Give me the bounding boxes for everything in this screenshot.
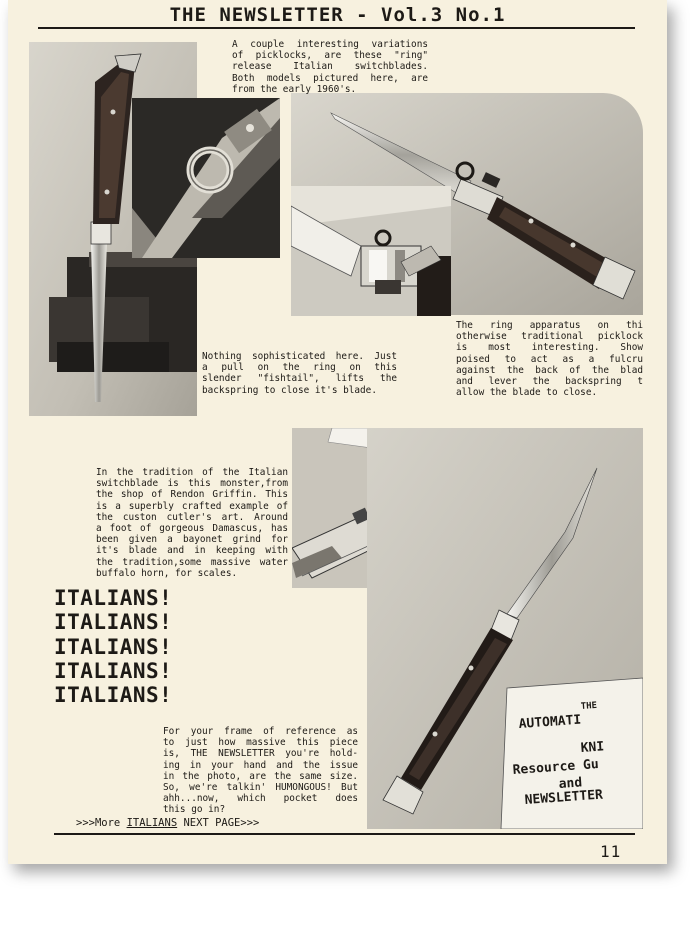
caption-monster-line: a foot of gorgeous Damascus, has — [96, 523, 288, 535]
cover-automatic: AUTOMATI — [518, 712, 582, 732]
headline-line: ITALIANS! — [54, 683, 173, 708]
caption-reference-line: ing in your hand and the issue — [163, 759, 358, 771]
photo-bolster-closeup — [291, 186, 451, 316]
caption-intro-line: Both models pictured here, are — [232, 72, 428, 84]
caption-monster-line: the shop of Rendon Griffin. This — [96, 489, 288, 501]
header-rule — [38, 27, 635, 29]
cover-resource-guide: Resource Gu — [512, 757, 600, 778]
footer-rule — [54, 833, 635, 835]
photo-newsletter-cover — [501, 678, 643, 829]
caption-intro — [232, 39, 428, 95]
headline-line: ITALIANS! — [54, 658, 173, 683]
caption-monster-line: the custon cutler's art. Around — [96, 511, 288, 523]
page-number: 11 — [600, 842, 622, 861]
caption-monster-line: In the tradition of the Italian — [96, 467, 288, 478]
caption-monster-line: is a superbly crafted example of — [96, 500, 288, 512]
caption-reference-line: ahh...now, which pocket does — [163, 793, 358, 805]
caption-reference-line: to just how massive this piece — [163, 737, 358, 749]
photo-ring-closeup — [132, 98, 280, 258]
caption-monster-line: switchblade is this monster,from — [96, 478, 288, 490]
cover-and: and — [558, 775, 583, 792]
page-title: THE NEWSLETTER - Vol.3 No.1 — [169, 4, 506, 26]
headline-line: ITALIANS! — [54, 610, 173, 635]
caption-intro-line: release Italian switchblades. — [232, 61, 428, 73]
caption-monster-line: the tradition,some massive water — [96, 556, 288, 568]
caption-reference-line: is, THE NEWSLETTER you're hold- — [163, 748, 358, 760]
caption-ring-line: and lever the backspring t — [456, 376, 643, 388]
cover-the: THE — [580, 700, 598, 712]
caption-reference — [163, 726, 358, 816]
caption-reference-line: in the photo, are the same size. — [163, 770, 358, 782]
more-suffix: NEXT PAGE>>> — [177, 817, 260, 829]
caption-ring-line: otherwise traditional picklock — [456, 331, 643, 343]
italians-headline — [54, 586, 172, 707]
caption-fishtail-line: slender "fishtail", lifts the — [202, 373, 397, 385]
caption-monster-line: been given a bayonet grind for — [96, 534, 288, 546]
more-italians-link: ITALIANS — [126, 817, 178, 829]
caption-ring-line: allow the blade to close. — [456, 387, 598, 399]
caption-reference-line: So, we're talkin' HUMONGOUS! But — [163, 782, 358, 794]
caption-intro-line: from the early 1960's. — [232, 83, 357, 95]
caption-ring-apparatus — [456, 320, 643, 398]
caption-ring-line: is most interesting. Show — [456, 342, 643, 354]
photo-monster-switchblade — [367, 428, 643, 829]
caption-intro-line: A couple interesting variations — [232, 39, 428, 50]
cover-newsletter: NEWSLETTER — [524, 787, 604, 808]
more-prefix: >>>More — [76, 817, 127, 829]
more-next-page — [76, 817, 259, 829]
caption-intro-line: of picklocks, are these "ring" — [232, 50, 428, 62]
caption-fishtail-line: backspring to close it's blade. — [202, 384, 377, 396]
caption-reference-line: For your frame of reference as — [163, 726, 358, 737]
newsletter-page — [8, 0, 667, 864]
caption-ring-line: The ring apparatus on thi — [456, 320, 643, 331]
caption-ring-line: poised to act as a fulcru — [456, 353, 643, 365]
headline-line: ITALIANS! — [54, 586, 173, 610]
caption-fishtail-line: a pull on the ring on this — [202, 362, 397, 374]
headline-line: ITALIANS! — [54, 634, 173, 659]
caption-monster-line: it's blade and in keeping with — [96, 545, 288, 557]
caption-ring-line: against the back of the blad — [456, 364, 643, 376]
caption-monster-line: buffalo horn, for scales. — [96, 567, 238, 579]
caption-monster — [96, 467, 288, 579]
caption-fishtail — [202, 351, 397, 396]
caption-reference-line: this go in? — [163, 804, 226, 816]
cover-knife: KNI — [580, 739, 605, 756]
caption-fishtail-line: Nothing sophisticated here. Just — [202, 351, 397, 362]
